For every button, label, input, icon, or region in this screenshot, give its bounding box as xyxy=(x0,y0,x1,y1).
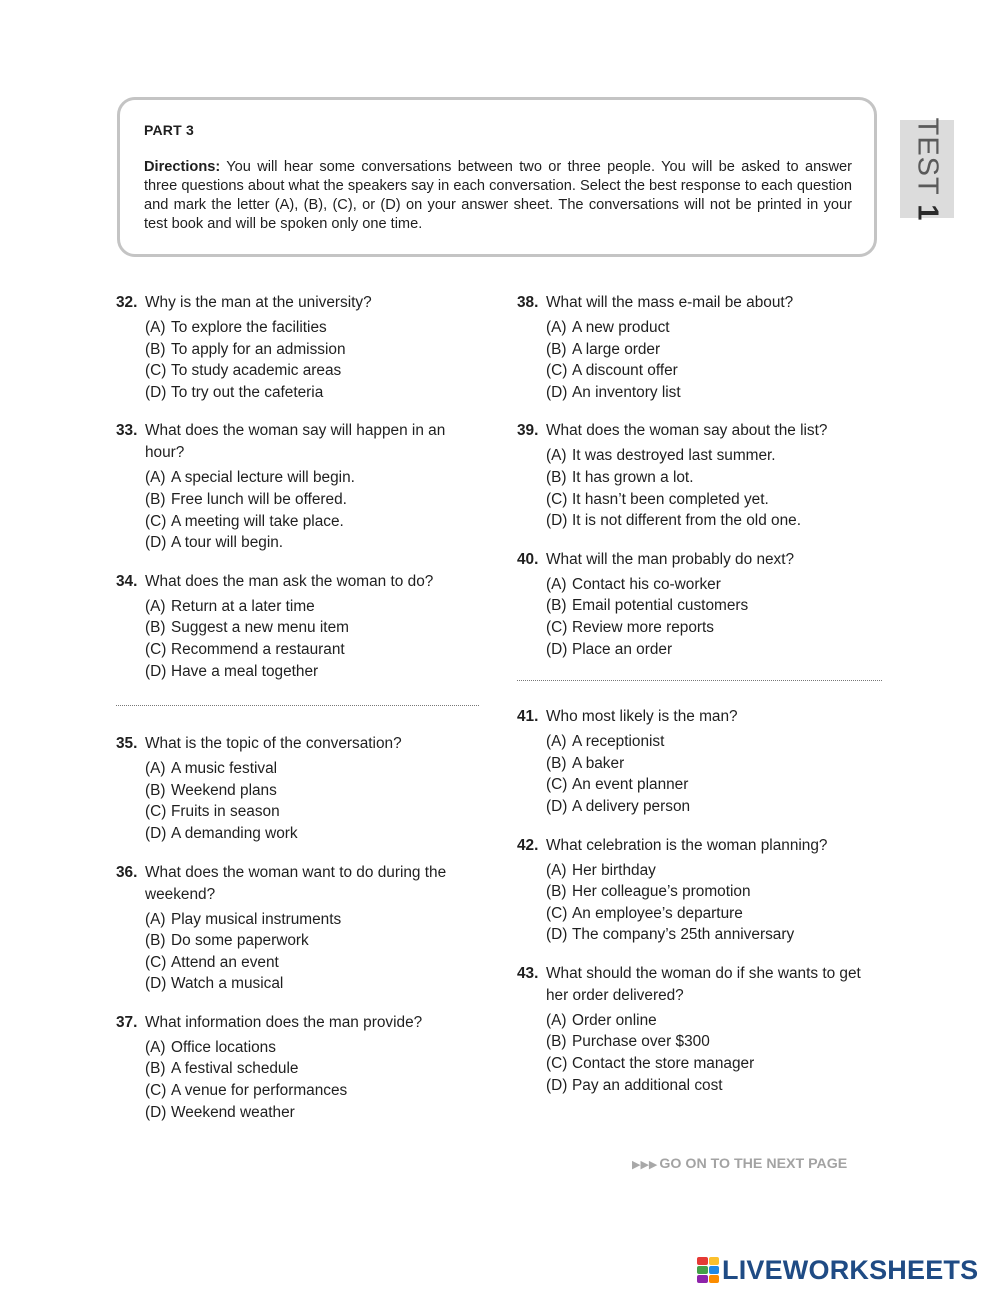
question-number: 33. xyxy=(116,422,138,440)
option-letter: (A) xyxy=(546,861,567,879)
option-text: An event planner xyxy=(572,776,689,794)
question-number: 34. xyxy=(116,572,138,590)
question-36 xyxy=(116,862,486,995)
question-32 xyxy=(116,292,486,403)
option-text: A baker xyxy=(572,754,625,772)
option-text: A receptionist xyxy=(572,733,665,751)
option-letter: (B) xyxy=(145,619,166,637)
question-text: Why is the man at the university? xyxy=(145,294,372,311)
question-stem xyxy=(116,292,486,314)
option-letter: (B) xyxy=(546,468,567,486)
option-text: It was destroyed last summer. xyxy=(572,447,776,465)
answer-option xyxy=(116,1102,486,1124)
option-text: A meeting will take place. xyxy=(171,512,344,530)
option-text: Attend an event xyxy=(171,953,279,971)
question-number: 42. xyxy=(517,836,539,854)
option-letter: (A) xyxy=(145,1038,166,1056)
left-column xyxy=(116,292,486,1140)
answer-option xyxy=(517,510,887,532)
answer-option xyxy=(116,952,486,974)
logo-tile xyxy=(709,1275,720,1283)
question-38 xyxy=(517,292,887,403)
option-text: Contact the store manager xyxy=(572,1055,755,1073)
option-letter: (D) xyxy=(145,975,167,993)
question-number: 38. xyxy=(517,294,539,311)
option-letter: (A) xyxy=(145,469,166,487)
logo-mark-icon xyxy=(697,1257,719,1283)
option-text: Watch a musical xyxy=(171,975,284,993)
option-letter: (B) xyxy=(145,1060,166,1078)
option-letter: (C) xyxy=(546,1055,568,1073)
answer-option xyxy=(517,382,887,404)
answer-option xyxy=(517,317,887,339)
question-41 xyxy=(517,706,887,817)
answer-option xyxy=(517,1031,887,1053)
answer-option xyxy=(517,924,887,946)
logo-tile xyxy=(697,1266,708,1274)
option-text: A tour will begin. xyxy=(171,534,284,552)
option-text: A festival schedule xyxy=(171,1060,299,1078)
option-text: Weekend weather xyxy=(171,1103,295,1121)
arrow-icons: ▶▶▶ xyxy=(632,1158,658,1171)
option-letter: (D) xyxy=(546,640,568,658)
option-letter: (D) xyxy=(145,662,167,680)
answer-option xyxy=(517,445,887,467)
option-text: A venue for performances xyxy=(171,1082,348,1100)
option-letter: (C) xyxy=(145,953,167,971)
option-text: Her birthday xyxy=(572,861,656,879)
question-text: What will the mass e-mail be about? xyxy=(546,294,794,311)
option-text: A special lecture will begin. xyxy=(171,469,355,487)
option-letter: (C) xyxy=(546,618,568,636)
option-text: Free lunch will be offered. xyxy=(171,490,347,508)
option-text: A music festival xyxy=(171,760,278,778)
answer-option xyxy=(517,489,887,511)
section-divider xyxy=(116,705,479,706)
question-stem xyxy=(116,571,486,593)
question-number: 36. xyxy=(116,863,138,881)
question-number: 43. xyxy=(517,964,539,982)
directions-box xyxy=(117,97,877,257)
option-text: It is not different from the old one. xyxy=(572,512,801,530)
question-stem xyxy=(517,292,887,314)
option-text: It has grown a lot. xyxy=(572,468,694,486)
option-text: It hasn’t been completed yet. xyxy=(572,490,769,508)
question-stem xyxy=(517,835,887,857)
option-letter: (D) xyxy=(546,926,568,944)
option-letter: (A) xyxy=(546,319,567,336)
option-text: Review more reports xyxy=(572,618,714,636)
option-letter: (A) xyxy=(145,597,166,615)
option-letter: (A) xyxy=(546,447,567,465)
answer-option xyxy=(116,801,486,823)
answer-option xyxy=(116,780,486,802)
question-text: What is the topic of the conversation? xyxy=(145,735,402,753)
question-stem xyxy=(116,420,486,464)
option-letter: (C) xyxy=(145,803,167,821)
option-text: To study academic areas xyxy=(171,362,342,380)
question-stem xyxy=(517,420,887,442)
option-text: To apply for an admission xyxy=(171,340,346,358)
option-letter: (A) xyxy=(546,575,567,593)
question-42 xyxy=(517,835,887,946)
option-text: Email potential customers xyxy=(572,597,749,615)
option-letter: (D) xyxy=(145,383,167,401)
option-letter: (D) xyxy=(145,1103,167,1121)
answer-option xyxy=(517,731,887,753)
option-letter: (B) xyxy=(145,932,166,950)
option-letter: (C) xyxy=(145,362,167,380)
test-side-tab xyxy=(900,117,954,221)
answer-option xyxy=(517,774,887,796)
question-stem xyxy=(517,706,887,728)
option-text: To explore the facilities xyxy=(171,319,327,336)
question-text: What celebration is the woman planning? xyxy=(546,836,828,854)
answer-option xyxy=(116,823,486,845)
answer-option xyxy=(116,758,486,780)
answer-option xyxy=(517,1053,887,1075)
right-column xyxy=(517,292,887,1113)
answer-option xyxy=(116,1037,486,1059)
logo-text: LIVEWORKSHEETS xyxy=(722,1255,979,1285)
option-letter: (B) xyxy=(546,883,567,901)
question-number: 39. xyxy=(517,422,539,440)
option-letter: (B) xyxy=(145,490,166,508)
option-letter: (C) xyxy=(145,640,167,658)
answer-option xyxy=(116,973,486,995)
logo-tile xyxy=(697,1257,708,1265)
option-text: A delivery person xyxy=(572,797,691,815)
option-text: Her colleague’s promotion xyxy=(572,883,751,901)
part-title: PART 3 xyxy=(144,122,194,138)
question-number: 40. xyxy=(517,550,539,568)
answer-option xyxy=(116,382,486,404)
answer-option xyxy=(116,1080,486,1102)
option-text: Return at a later time xyxy=(171,597,315,615)
answer-option xyxy=(116,617,486,639)
section-divider xyxy=(517,680,882,681)
answer-option xyxy=(517,617,887,639)
question-number: 32. xyxy=(116,294,138,311)
directions-text xyxy=(144,158,852,234)
question-stem xyxy=(116,862,486,906)
option-letter: (B) xyxy=(546,597,567,615)
answer-option xyxy=(517,574,887,596)
option-letter: (A) xyxy=(145,760,166,778)
option-text: To try out the cafeteria xyxy=(171,383,324,401)
answer-option xyxy=(116,339,486,361)
question-text: What should the woman do if she wants to get her order delivered? xyxy=(546,964,861,1004)
option-letter: (A) xyxy=(546,1011,567,1029)
answer-option xyxy=(116,661,486,683)
option-letter: (A) xyxy=(145,319,166,336)
answer-option xyxy=(517,639,887,661)
option-text: Play musical instruments xyxy=(171,910,342,928)
answer-option xyxy=(517,339,887,361)
answer-option xyxy=(116,317,486,339)
option-text: Pay an additional cost xyxy=(572,1076,723,1094)
directions-body: You will hear some conversations between two or three people. You will be asked to answer three questions about what the speakers say in each conversation. Select the best response to each question and mark the letter (A), (B), (C), or (D) on your answer sheet. The conversations will not be printed in your test book and will be spoken only one time. xyxy=(144,159,852,232)
test-number: 1 xyxy=(911,203,944,221)
answer-option xyxy=(116,532,486,554)
question-text: What will the man probably do next? xyxy=(546,550,795,568)
question-text: What does the woman say about the list? xyxy=(546,422,828,440)
option-text: A new product xyxy=(572,319,670,336)
question-40 xyxy=(517,549,887,660)
question-stem xyxy=(116,1012,486,1034)
option-text: The company’s 25th anniversary xyxy=(572,926,795,944)
answer-option xyxy=(116,909,486,931)
answer-option xyxy=(116,639,486,661)
option-letter: (D) xyxy=(546,797,568,815)
option-letter: (C) xyxy=(546,776,568,794)
question-number: 37. xyxy=(116,1013,138,1031)
option-text: Contact his co-worker xyxy=(572,575,721,593)
answer-option xyxy=(517,467,887,489)
question-stem xyxy=(517,549,887,571)
option-text: A large order xyxy=(572,340,661,358)
option-letter: (A) xyxy=(546,733,567,751)
question-number: 41. xyxy=(517,708,539,726)
question-stem xyxy=(517,963,887,1007)
question-text: What does the man ask the woman to do? xyxy=(145,572,434,590)
option-letter: (C) xyxy=(145,1082,167,1100)
option-text: An employee’s departure xyxy=(572,904,743,922)
option-text: Recommend a restaurant xyxy=(171,640,345,658)
next-page-text: GO ON TO THE NEXT PAGE xyxy=(659,1156,848,1172)
question-33 xyxy=(116,420,486,553)
option-letter: (C) xyxy=(546,362,568,380)
option-letter: (D) xyxy=(145,824,167,842)
question-text: What information does the man provide? xyxy=(145,1013,423,1031)
option-text: A discount offer xyxy=(572,362,678,380)
answer-option xyxy=(517,860,887,882)
option-letter: (D) xyxy=(546,1076,568,1094)
option-text: Office locations xyxy=(171,1038,276,1056)
option-text: Fruits in season xyxy=(171,803,280,821)
answer-option xyxy=(517,1075,887,1097)
option-letter: (D) xyxy=(546,512,568,530)
answer-option xyxy=(517,360,887,382)
answer-option xyxy=(116,360,486,382)
option-text: An inventory list xyxy=(572,383,681,401)
answer-option xyxy=(116,930,486,952)
option-text: Order online xyxy=(572,1011,657,1029)
question-text: Who most likely is the man? xyxy=(546,708,738,726)
question-43 xyxy=(517,963,887,1096)
question-34 xyxy=(116,571,486,682)
question-37 xyxy=(116,1012,486,1123)
answer-option xyxy=(517,903,887,925)
option-text: A demanding work xyxy=(171,824,298,842)
answer-option xyxy=(517,595,887,617)
liveworksheets-logo xyxy=(697,1255,978,1285)
answer-option xyxy=(116,511,486,533)
option-text: Place an order xyxy=(572,640,673,658)
option-letter: (C) xyxy=(546,904,568,922)
option-letter: (C) xyxy=(546,490,568,508)
answer-option xyxy=(116,489,486,511)
option-letter: (A) xyxy=(145,910,166,928)
option-letter: (B) xyxy=(145,781,166,799)
option-text: Weekend plans xyxy=(171,781,277,799)
directions-label: Directions: xyxy=(144,159,221,175)
option-letter: (D) xyxy=(145,534,167,552)
question-number: 35. xyxy=(116,735,138,753)
option-letter: (B) xyxy=(145,340,166,358)
option-text: Suggest a new menu item xyxy=(171,619,349,637)
logo-tile xyxy=(697,1275,708,1283)
answer-option xyxy=(116,596,486,618)
answer-option xyxy=(517,881,887,903)
question-text: What does the woman say will happen in an hour? xyxy=(145,422,446,462)
option-text: Purchase over $300 xyxy=(572,1033,710,1051)
option-letter: (B) xyxy=(546,754,567,772)
answer-option xyxy=(517,1010,887,1032)
logo-tile xyxy=(709,1266,720,1274)
option-letter: (D) xyxy=(546,383,568,401)
answer-option xyxy=(116,467,486,489)
question-35 xyxy=(116,733,486,844)
answer-option xyxy=(517,753,887,775)
option-letter: (C) xyxy=(145,512,167,530)
question-stem xyxy=(116,733,486,755)
question-text: What does the woman want to do during the weekend? xyxy=(145,863,447,903)
answer-option xyxy=(116,1058,486,1080)
option-letter: (B) xyxy=(546,340,567,358)
test-label: TEST xyxy=(911,117,944,195)
option-text: Do some paperwork xyxy=(171,932,309,950)
next-page-prompt xyxy=(632,1156,847,1172)
logo-tile xyxy=(709,1257,720,1265)
option-letter: (B) xyxy=(546,1033,567,1051)
question-39 xyxy=(517,420,887,531)
option-text: Have a meal together xyxy=(171,662,319,680)
answer-option xyxy=(517,796,887,818)
